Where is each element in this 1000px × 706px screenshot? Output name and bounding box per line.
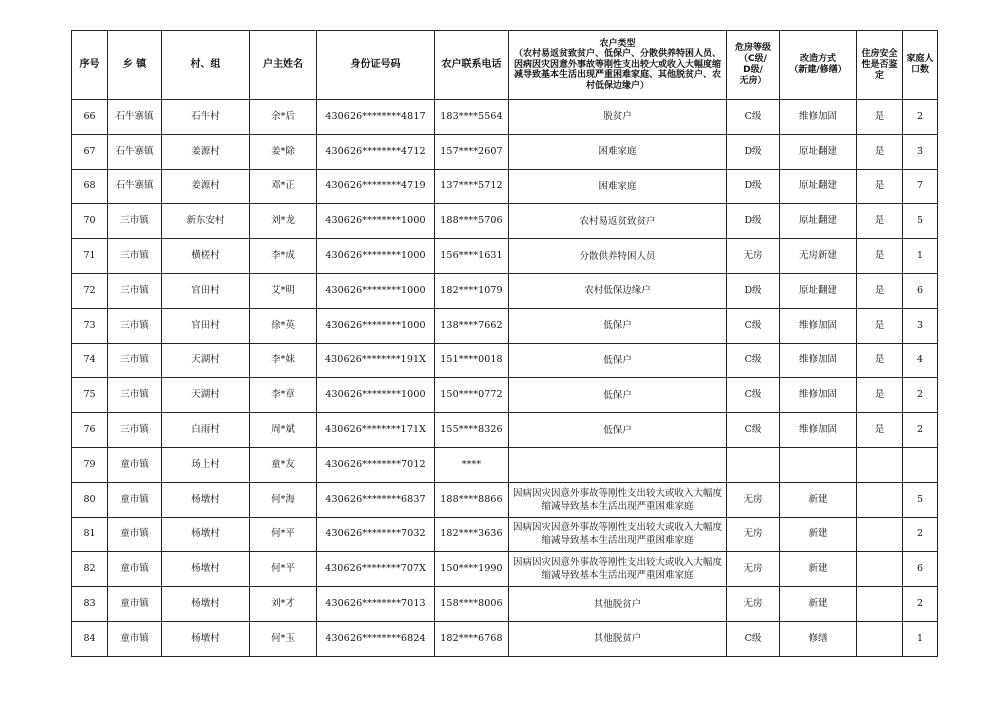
table-row: [72, 378, 938, 413]
cell-town: 三市镇: [108, 273, 162, 308]
cell-village: 石牛村: [162, 100, 250, 135]
cell-grade: D级: [727, 169, 780, 204]
cell-id: 430626********1000: [317, 273, 435, 308]
cell-seq: 74: [72, 343, 108, 378]
cell-seq: 81: [72, 517, 108, 552]
cell-id: 430626********191X: [317, 343, 435, 378]
header-village: 村、组: [162, 31, 250, 100]
cell-type: 农村低保边缘户: [509, 273, 727, 308]
cell-village: 姜源村: [162, 134, 250, 169]
table-row: [72, 100, 938, 135]
cell-village: 杨墩村: [162, 482, 250, 517]
cell-pop: 1: [903, 239, 938, 274]
cell-type: 困难家庭: [509, 169, 727, 204]
cell-phone: ****: [435, 447, 509, 482]
cell-phone: 151****0018: [435, 343, 509, 378]
cell-village: 新东安村: [162, 204, 250, 239]
header-seq: 序号: [72, 31, 108, 100]
cell-name: 艾*明: [250, 273, 317, 308]
table-row: [72, 447, 938, 482]
cell-village: 天湖村: [162, 378, 250, 413]
cell-grade: D级: [727, 273, 780, 308]
header-safe: 住房安全性是否鉴定: [857, 31, 903, 100]
cell-method: 无房新建: [780, 239, 857, 274]
cell-name: 刘*龙: [250, 204, 317, 239]
table-row: [72, 239, 938, 274]
header-grade: 危房等级 （C级/ D级/ 无房）: [727, 31, 780, 100]
cell-town: 三市镇: [108, 378, 162, 413]
cell-grade: C级: [727, 621, 780, 656]
cell-town: 童市镇: [108, 517, 162, 552]
cell-pop: 2: [903, 413, 938, 448]
cell-seq: 80: [72, 482, 108, 517]
cell-type: 困难家庭: [509, 134, 727, 169]
cell-village: 白雨村: [162, 413, 250, 448]
cell-town: 三市镇: [108, 239, 162, 274]
cell-id: 430626********4817: [317, 100, 435, 135]
cell-name: 何*玉: [250, 621, 317, 656]
cell-phone: 156****1631: [435, 239, 509, 274]
cell-grade: [727, 447, 780, 482]
cell-id: 430626********1000: [317, 204, 435, 239]
cell-village: 杨墩村: [162, 621, 250, 656]
cell-name: 李*章: [250, 378, 317, 413]
cell-phone: 157****2607: [435, 134, 509, 169]
table-row: [72, 413, 938, 448]
cell-name: 余*后: [250, 100, 317, 135]
cell-phone: 188****8866: [435, 482, 509, 517]
cell-type: 低保户: [509, 378, 727, 413]
table-row: [72, 169, 938, 204]
cell-type: 脱贫户: [509, 100, 727, 135]
cell-village: 横槎村: [162, 239, 250, 274]
cell-safe: 是: [857, 100, 903, 135]
cell-safe: 是: [857, 413, 903, 448]
cell-safe: [857, 621, 903, 656]
cell-town: 童市镇: [108, 447, 162, 482]
cell-method: 维修加固: [780, 343, 857, 378]
cell-method: 原址翻建: [780, 134, 857, 169]
cell-id: 430626********7012: [317, 447, 435, 482]
table-row: [72, 482, 938, 517]
cell-safe: [857, 447, 903, 482]
cell-safe: 是: [857, 378, 903, 413]
cell-pop: 2: [903, 517, 938, 552]
cell-village: 姜源村: [162, 169, 250, 204]
cell-seq: 73: [72, 308, 108, 343]
cell-id: 430626********4712: [317, 134, 435, 169]
cell-id: 430626********171X: [317, 413, 435, 448]
cell-pop: 7: [903, 169, 938, 204]
cell-type: 农村易返贫致贫户: [509, 204, 727, 239]
cell-method: 维修加固: [780, 308, 857, 343]
cell-seq: 82: [72, 552, 108, 587]
cell-town: 石牛寨镇: [108, 100, 162, 135]
cell-safe: [857, 517, 903, 552]
cell-method: 维修加固: [780, 378, 857, 413]
cell-seq: 68: [72, 169, 108, 204]
cell-safe: 是: [857, 308, 903, 343]
cell-name: 何*平: [250, 552, 317, 587]
cell-id: 430626********4719: [317, 169, 435, 204]
cell-pop: 2: [903, 378, 938, 413]
cell-pop: 4: [903, 343, 938, 378]
cell-safe: [857, 587, 903, 622]
cell-town: 三市镇: [108, 308, 162, 343]
cell-name: 周*斌: [250, 413, 317, 448]
cell-grade: 无房: [727, 482, 780, 517]
cell-grade: C级: [727, 413, 780, 448]
cell-name: 何*平: [250, 517, 317, 552]
cell-id: 430626********6824: [317, 621, 435, 656]
cell-phone: 183****5564: [435, 100, 509, 135]
cell-pop: 6: [903, 552, 938, 587]
table-row: [72, 134, 938, 169]
cell-phone: 188****5706: [435, 204, 509, 239]
cell-seq: 66: [72, 100, 108, 135]
cell-name: 李*成: [250, 239, 317, 274]
cell-seq: 72: [72, 273, 108, 308]
cell-name: 李*妹: [250, 343, 317, 378]
cell-grade: D级: [727, 134, 780, 169]
cell-name: 姜*除: [250, 134, 317, 169]
cell-method: 原址翻建: [780, 204, 857, 239]
cell-phone: 182****3636: [435, 517, 509, 552]
cell-method: 新建: [780, 587, 857, 622]
cell-type: 低保户: [509, 413, 727, 448]
cell-village: 杨墩村: [162, 587, 250, 622]
header-method: 改造方式 （新建/修缮）: [780, 31, 857, 100]
cell-safe: 是: [857, 239, 903, 274]
cell-grade: C级: [727, 100, 780, 135]
cell-id: 430626********1000: [317, 378, 435, 413]
cell-town: 石牛寨镇: [108, 134, 162, 169]
cell-pop: 5: [903, 204, 938, 239]
cell-town: 童市镇: [108, 621, 162, 656]
cell-safe: [857, 552, 903, 587]
cell-grade: 无房: [727, 552, 780, 587]
cell-type: 其他脱贫户: [509, 621, 727, 656]
header-name: 户主姓名: [250, 31, 317, 100]
table-row: [72, 343, 938, 378]
housing-table: [71, 30, 938, 657]
cell-type: 低保户: [509, 308, 727, 343]
cell-method: 原址翻建: [780, 273, 857, 308]
cell-id: 430626********1000: [317, 308, 435, 343]
cell-phone: 155****8326: [435, 413, 509, 448]
cell-pop: 3: [903, 308, 938, 343]
cell-id: 430626********707X: [317, 552, 435, 587]
cell-pop: 6: [903, 273, 938, 308]
table-row: [72, 308, 938, 343]
cell-grade: 无房: [727, 239, 780, 274]
cell-id: 430626********7032: [317, 517, 435, 552]
cell-phone: 150****1990: [435, 552, 509, 587]
cell-grade: C级: [727, 308, 780, 343]
cell-village: 天湖村: [162, 343, 250, 378]
cell-seq: 75: [72, 378, 108, 413]
cell-town: 三市镇: [108, 204, 162, 239]
cell-id: 430626********1000: [317, 239, 435, 274]
cell-village: 官田村: [162, 273, 250, 308]
cell-pop: 5: [903, 482, 938, 517]
cell-method: 原址翻建: [780, 169, 857, 204]
cell-phone: 138****7662: [435, 308, 509, 343]
cell-town: 童市镇: [108, 587, 162, 622]
cell-seq: 83: [72, 587, 108, 622]
cell-town: 童市镇: [108, 482, 162, 517]
cell-id: 430626********7013: [317, 587, 435, 622]
cell-village: 杨墩村: [162, 517, 250, 552]
cell-seq: 71: [72, 239, 108, 274]
cell-seq: 79: [72, 447, 108, 482]
cell-method: 新建: [780, 482, 857, 517]
cell-type: 因病因灾因意外事故等刚性支出较大或收入大幅度缩减导致基本生活出现严重困难家庭: [509, 482, 727, 517]
cell-phone: 150****0772: [435, 378, 509, 413]
header-type: 农户类型 （农村易返贫致贫户、低保户、分散供养特困人员、因病因灾因意外事故等刚性支出较大或收入大幅度缩减导致基本生活出现严重困难家庭、其他脱贫户、农村低保边缘户）: [509, 31, 727, 100]
cell-name: 徐*英: [250, 308, 317, 343]
cell-seq: 70: [72, 204, 108, 239]
cell-grade: 无房: [727, 587, 780, 622]
cell-grade: C级: [727, 343, 780, 378]
table-row: [72, 273, 938, 308]
header-town: 乡 镇: [108, 31, 162, 100]
cell-id: 430626********6837: [317, 482, 435, 517]
cell-seq: 67: [72, 134, 108, 169]
cell-safe: 是: [857, 169, 903, 204]
cell-safe: 是: [857, 343, 903, 378]
cell-phone: 182****1079: [435, 273, 509, 308]
table-row: [72, 204, 938, 239]
cell-town: 童市镇: [108, 552, 162, 587]
cell-phone: 137****5712: [435, 169, 509, 204]
cell-village: 玚上村: [162, 447, 250, 482]
cell-town: 三市镇: [108, 343, 162, 378]
cell-grade: D级: [727, 204, 780, 239]
table-row: [72, 552, 938, 587]
cell-pop: 2: [903, 587, 938, 622]
cell-pop: [903, 447, 938, 482]
cell-method: 新建: [780, 552, 857, 587]
cell-pop: 1: [903, 621, 938, 656]
cell-name: 刘*才: [250, 587, 317, 622]
header-pop: 家庭人口数: [903, 31, 938, 100]
cell-method: 修缮: [780, 621, 857, 656]
cell-type: [509, 447, 727, 482]
cell-seq: 76: [72, 413, 108, 448]
cell-safe: 是: [857, 204, 903, 239]
cell-town: 三市镇: [108, 413, 162, 448]
cell-safe: 是: [857, 273, 903, 308]
cell-method: 维修加固: [780, 100, 857, 135]
table-row: [72, 587, 938, 622]
table-row: [72, 517, 938, 552]
cell-pop: 2: [903, 100, 938, 135]
cell-seq: 84: [72, 621, 108, 656]
header-row: [72, 31, 938, 100]
cell-type: 因病因灾因意外事故等刚性支出较大或收入大幅度缩减导致基本生活出现严重困难家庭: [509, 552, 727, 587]
cell-method: [780, 447, 857, 482]
cell-town: 石牛寨镇: [108, 169, 162, 204]
cell-type: 因病因灾因意外事故等刚性支出较大或收入大幅度缩减导致基本生活出现严重困难家庭: [509, 517, 727, 552]
table-row: [72, 621, 938, 656]
header-phone: 农户联系电话: [435, 31, 509, 100]
cell-safe: 是: [857, 134, 903, 169]
cell-pop: 3: [903, 134, 938, 169]
cell-name: 邓*正: [250, 169, 317, 204]
cell-type: 低保户: [509, 343, 727, 378]
cell-type: 分散供养特困人员: [509, 239, 727, 274]
cell-grade: C级: [727, 378, 780, 413]
cell-method: 维修加固: [780, 413, 857, 448]
cell-type: 其他脱贫户: [509, 587, 727, 622]
cell-name: 何*海: [250, 482, 317, 517]
header-id: 身份证号码: [317, 31, 435, 100]
cell-grade: 无房: [727, 517, 780, 552]
cell-village: 官田村: [162, 308, 250, 343]
cell-method: 新建: [780, 517, 857, 552]
cell-safe: [857, 482, 903, 517]
cell-phone: 182****6768: [435, 621, 509, 656]
cell-village: 杨墩村: [162, 552, 250, 587]
cell-phone: 158****8006: [435, 587, 509, 622]
cell-name: 童*友: [250, 447, 317, 482]
